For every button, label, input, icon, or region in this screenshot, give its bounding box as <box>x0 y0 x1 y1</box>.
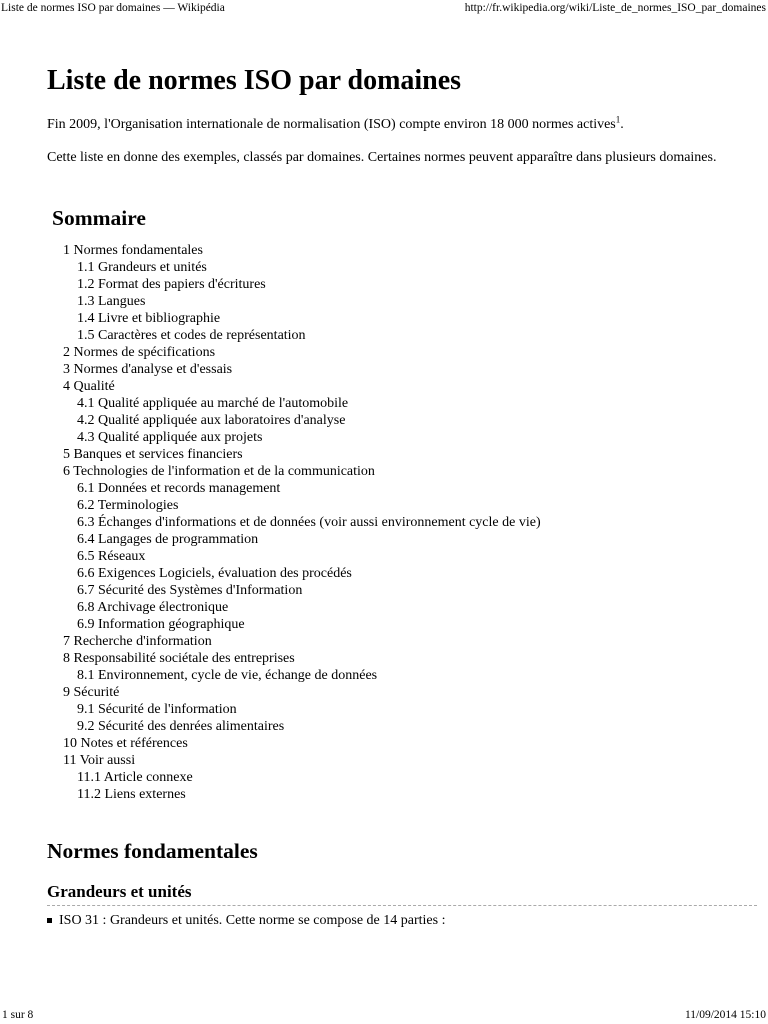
toc-item[interactable]: 1.2 Format des papiers d'écritures <box>77 277 266 292</box>
toc-item[interactable]: 2 Normes de spécifications <box>63 345 216 360</box>
list-item <box>47 912 757 929</box>
toc-item[interactable]: 4.2 Qualité appliquée aux laboratoires d'analyse <box>77 413 346 428</box>
toc-item[interactable]: 6.3 Échanges d'informations et de données (voir aussi environnement cycle de vie) <box>77 515 541 530</box>
toc-item[interactable]: 4 Qualité <box>63 379 115 394</box>
toc-item[interactable]: 5 Banques et services financiers <box>63 447 243 462</box>
toc-item[interactable]: 9 Sécurité <box>63 685 120 700</box>
toc-item[interactable]: 6.2 Terminologies <box>77 498 179 513</box>
list-item-text: ISO 31 : Grandeurs et unités. Cette norme se compose de 14 parties : <box>59 913 446 928</box>
toc-item[interactable]: 9.2 Sécurité des denrées alimentaires <box>77 719 285 734</box>
toc-item[interactable]: 3 Normes d'analyse et d'essais <box>63 362 233 377</box>
toc-item[interactable]: 6.1 Données et records management <box>77 481 281 496</box>
page-title: Liste de normes ISO par domaines <box>47 65 462 96</box>
subsection-title-grandeurs-unites: Grandeurs et unités <box>47 881 757 906</box>
toc-item[interactable]: 1.5 Caractères et codes de représentation <box>77 328 306 343</box>
toc-item[interactable]: 6.4 Langages de programmation <box>77 532 259 547</box>
toc-item[interactable]: 6 Technologies de l'information et de la communication <box>63 464 375 479</box>
intro-text-1-end: . <box>620 117 624 132</box>
toc-item[interactable]: 1 Normes fondamentales <box>63 243 203 258</box>
toc-item[interactable]: 6.8 Archivage électronique <box>77 600 229 615</box>
square-bullet-icon <box>47 918 52 923</box>
print-footer <box>0 1007 768 1023</box>
toc-item[interactable]: 4.3 Qualité appliquée aux projets <box>77 430 263 445</box>
toc-item[interactable]: 6.5 Réseaux <box>77 549 146 564</box>
intro-paragraph-2: Cette liste en donne des exemples, classés par domaines. Certaines normes peuvent apparaître dans plusieurs domaines. <box>47 150 717 165</box>
bullet-list <box>47 912 757 929</box>
print-header-title: Liste de normes ISO par domaines — Wikipédia <box>1 2 225 14</box>
page-counter: 1 sur 8 <box>2 1009 34 1021</box>
toc-list <box>52 242 757 803</box>
print-header <box>0 0 768 16</box>
footnote-ref-1[interactable]: 1 <box>615 114 621 125</box>
toc-item[interactable]: 11.1 Article connexe <box>77 770 193 785</box>
table-of-contents <box>52 204 757 803</box>
toc-item[interactable]: 6.7 Sécurité des Systèmes d'Information <box>77 583 303 598</box>
print-header-url: http://fr.wikipedia.org/wiki/Liste_de_normes_ISO_par_domaines <box>464 2 766 14</box>
toc-item[interactable]: 11.2 Liens externes <box>77 787 186 802</box>
toc-item[interactable]: 8 Responsabilité sociétale des entreprises <box>63 651 295 666</box>
toc-item[interactable]: 1.4 Livre et bibliographie <box>77 311 221 326</box>
toc-item[interactable]: 1.3 Langues <box>77 294 146 309</box>
toc-item[interactable]: 7 Recherche d'information <box>63 634 212 649</box>
intro-text-1: Fin 2009, l'Organisation internationale de normalisation (ISO) compte environ 18 000 normes actives <box>47 117 616 132</box>
toc-item[interactable]: 1.1 Grandeurs et unités <box>77 260 207 275</box>
toc-item[interactable]: 6.6 Exigences Logiciels, évaluation des procédés <box>77 566 352 581</box>
article-content <box>47 62 757 929</box>
toc-item[interactable]: 6.9 Information géographique <box>77 617 245 632</box>
toc-item[interactable]: 9.1 Sécurité de l'information <box>77 702 237 717</box>
toc-title: Sommaire <box>52 206 146 230</box>
toc-item[interactable]: 10 Notes et références <box>63 736 188 751</box>
toc-item[interactable]: 4.1 Qualité appliquée au marché de l'automobile <box>77 396 349 411</box>
toc-item[interactable]: 8.1 Environnement, cycle de vie, échange de données <box>77 668 378 683</box>
section-title-normes-fondamentales: Normes fondamentales <box>47 839 258 863</box>
intro-paragraph-1 <box>47 116 757 133</box>
toc-item[interactable]: 11 Voir aussi <box>63 753 136 768</box>
print-datetime: 11/09/2014 15:10 <box>684 1009 766 1021</box>
